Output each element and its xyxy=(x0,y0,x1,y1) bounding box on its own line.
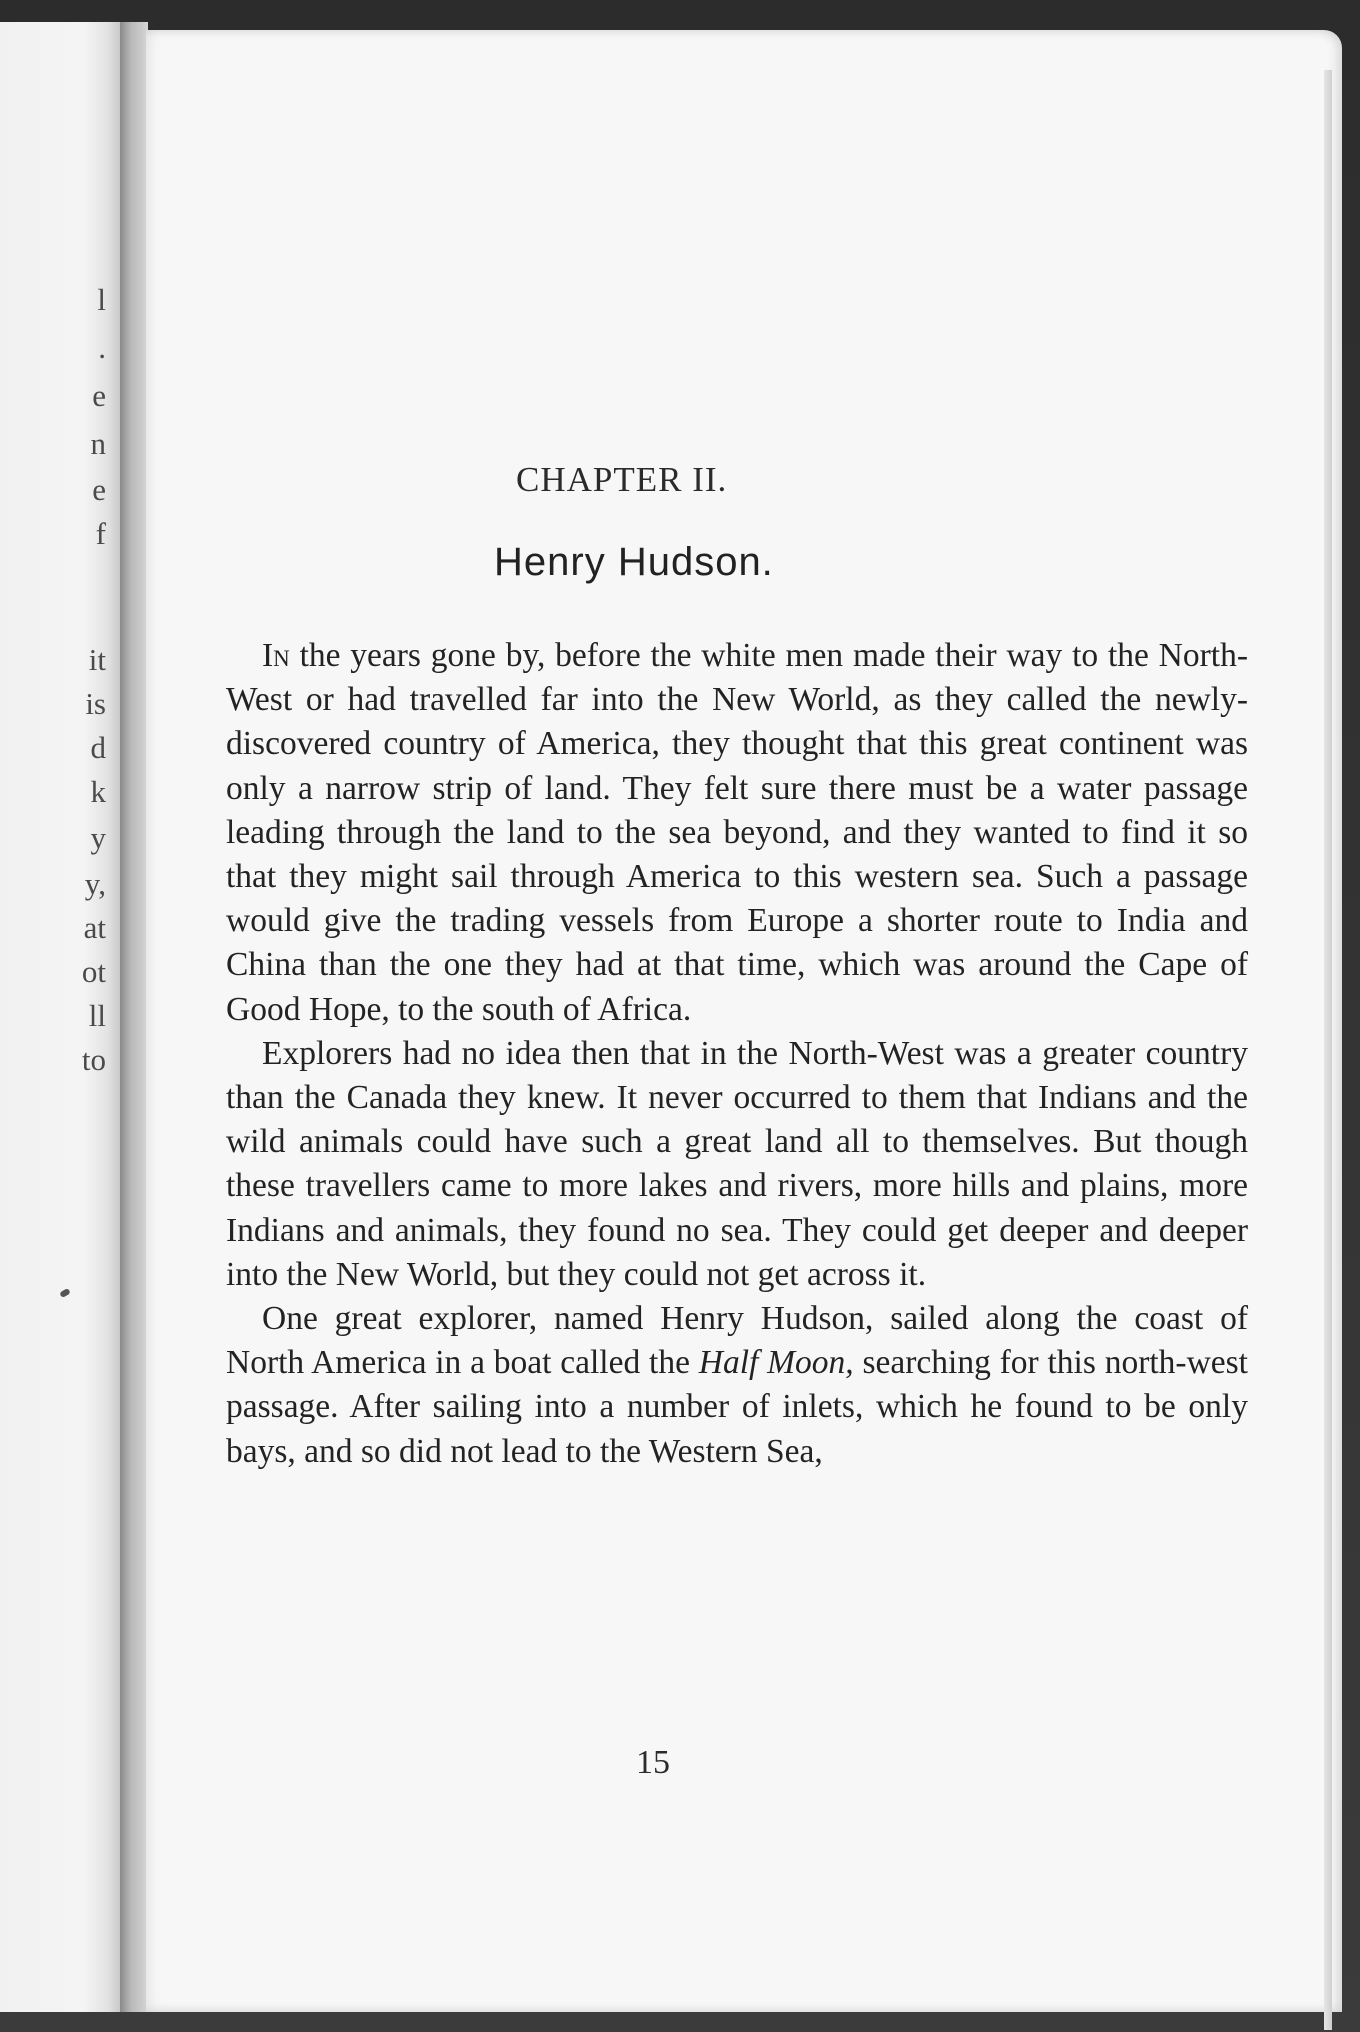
ship-name: Half Moon, xyxy=(698,1344,854,1382)
left-page-fragment: d xyxy=(90,730,106,765)
left-page-fragment: f xyxy=(95,516,106,551)
body-text xyxy=(226,634,1248,1474)
chapter-heading: CHAPTER II. xyxy=(516,460,728,499)
paragraph-3 xyxy=(226,1297,1248,1474)
left-page-fragment: at xyxy=(83,910,106,945)
dropcap-word: In xyxy=(262,637,290,674)
paragraph-2: Explorers had no idea then that in the North-West was a greater country than the Canada they knew. It never occurred to them that Indians and the wild animals could have such a great land all to themselves. But though these travellers came to more lakes and rivers, more hills and plains, more Indians and animals, they found no sea. They could get deeper and deeper into the New World, but they could not get across it. xyxy=(226,1034,1248,1293)
left-page-fragment: l xyxy=(97,282,106,317)
left-page-fragment: . xyxy=(98,330,106,365)
page-edge xyxy=(1324,70,1332,2030)
left-page-fragment: to xyxy=(81,1042,106,1077)
left-page-fragment: n xyxy=(90,426,106,461)
book-page xyxy=(146,30,1342,2012)
left-page-fragment: e xyxy=(92,378,106,413)
book-gutter xyxy=(120,22,148,2012)
left-facing-page xyxy=(0,22,120,2012)
chapter-title: Henry Hudson. xyxy=(494,540,774,584)
left-page-fragment: e xyxy=(92,472,106,507)
left-page-fragment: k xyxy=(90,774,106,809)
paragraph-1 xyxy=(226,634,1248,1032)
paragraph-3-end: searching for this north-west passage. After sailing into a number of inlets, which he found to be only bays, and so did not lead to the Western Sea, xyxy=(226,1344,1248,1470)
left-page-fragment: is xyxy=(85,686,106,721)
paragraph-1-text: the years gone by, before the white men made their way to the North-West or had travelled far into the New World, as they called the newly-discovered country of America, they thought that this great continent was only a narrow strip of land. They felt sure there must be a water passage leading through the land to the sea beyond, and they wanted to find it so that they might sail through America to this western sea. Such a passage would give the trading vessels from Europe a shorter route to India and China than the one they had at that time, which was around the Cape of Good Hope, to the south of Africa. xyxy=(226,637,1248,1028)
page-number: 15 xyxy=(636,1744,670,1781)
paragraph-3-start: One great explorer, named Henry Hudson, sailed along the coast of North America in a boat called the xyxy=(226,1300,1248,1382)
left-page-fragment: ot xyxy=(81,954,106,989)
left-page-fragment: ll xyxy=(88,998,106,1033)
left-page-fragment: it xyxy=(88,642,106,677)
left-page-fragment: y, xyxy=(84,866,106,901)
left-page-fragment: y xyxy=(90,820,106,855)
